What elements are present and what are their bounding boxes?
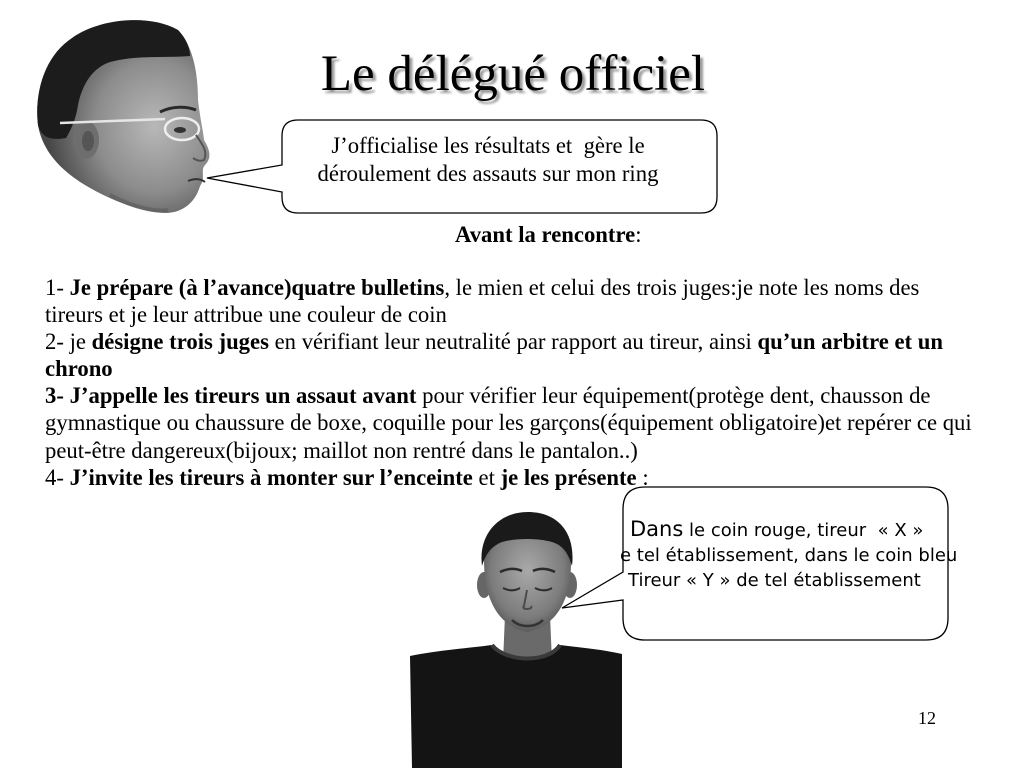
step-3-action: 3- J’appelle les tireurs un assaut avant xyxy=(45,383,417,409)
bubble-presentation-line-1 xyxy=(630,517,923,543)
step-2-action: désigne trois juges xyxy=(91,329,269,355)
bubble-delegate-line-1: J’officialise les résultats et gère le xyxy=(331,133,645,158)
bubble-presentation-line-1-rest: le coin rouge, tireur « X » xyxy=(683,520,924,541)
page-number: 12 xyxy=(918,708,936,728)
section-heading-punct: : xyxy=(635,222,642,247)
bubble-presentation-lead: Dans xyxy=(630,517,684,541)
step-4-number: 4- xyxy=(45,464,70,490)
instructions-list xyxy=(45,274,1020,491)
instruction-line-8 xyxy=(45,464,1020,491)
bubble-delegate-line-2: déroulement des assauts sur mon ring xyxy=(317,161,659,186)
instruction-line-6 xyxy=(45,409,1020,436)
section-heading xyxy=(455,221,642,248)
step-2-action-extra: qu’un arbitre et un xyxy=(757,329,944,355)
step-3-detail-cont-2: peut-être dangereux(bijoux; maillot non rentré dans le pantalon..) xyxy=(45,437,638,463)
step-2-action-extra-cont: chrono xyxy=(45,356,113,382)
section-heading-text: Avant la rencontre xyxy=(455,222,636,247)
step-1-action: Je prépare (à l’avance)quatre bulletins xyxy=(69,275,445,300)
step-1-detail: , le mien et celui des trois juges:je note les noms des xyxy=(444,275,920,300)
instruction-line-7 xyxy=(45,437,1020,464)
step-3-detail: pour vérifier leur équipement(protège dent, chausson de xyxy=(416,383,931,409)
step-2-number: 2- je xyxy=(45,329,92,355)
step-4-punct: : xyxy=(636,464,649,490)
instruction-line-4 xyxy=(45,355,1020,382)
step-2-detail: en vérifiant leur neutralité par rapport au tireur, ainsi xyxy=(268,329,758,355)
bubble-presentation-line-3: Tireur « Y » de tel établissement xyxy=(628,570,921,591)
instruction-line-3 xyxy=(45,328,1020,355)
instruction-line-5 xyxy=(45,382,1020,409)
instruction-line-1 xyxy=(45,274,1020,301)
instruction-line-2 xyxy=(45,301,1020,328)
step-3-detail-cont: gymnastique ou chaussure de boxe, coquille pour les garçons(équipement obligatoire)et repérer ce qui xyxy=(45,410,972,436)
step-1-detail-cont: tireurs et je leur attribue une couleur de coin xyxy=(45,302,447,328)
step-4-action: J’invite les tireurs à monter sur l’enceinte xyxy=(69,464,473,490)
bubble-presentation-line-2: e tel établissement, dans le coin bleu xyxy=(620,545,958,566)
step-4-connector: et xyxy=(472,464,501,490)
step-4-action-extra: je les présente xyxy=(500,464,637,490)
step-1-number: 1- xyxy=(45,275,70,300)
slide-title: Le délégué officiel xyxy=(320,46,706,102)
